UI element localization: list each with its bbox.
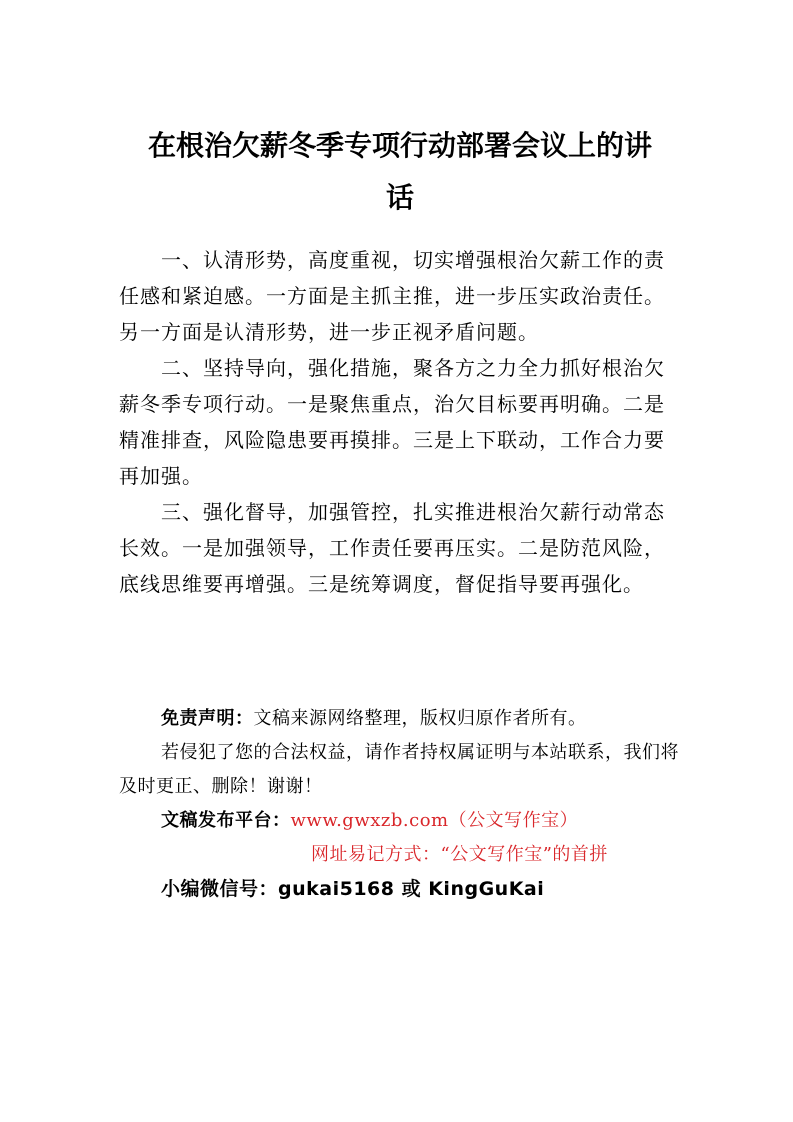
platform-name: （公文写作宝）	[448, 810, 579, 831]
platform-label: 文稿发布平台：	[161, 810, 291, 831]
paragraph-2: 二、坚持导向，强化措施，聚各方之力全力抓好根治欠薪冬季专项行动。一是聚焦重点，治欠目标要再明确。二是精准排查，风险隐患要再摸排。三是上下联动，工作合力要再加强。	[119, 356, 665, 488]
platform-url-link[interactable]: www.gwxzb.com	[290, 810, 449, 831]
disclaimer-label: 免责声明：	[161, 708, 254, 729]
paragraph-1: 一、认清形势，高度重视，切实增强根治欠薪工作的责任感和紧迫感。一方面是主抓主推，进一步压实政治责任。另一方面是认清形势，进一步正视矛盾问题。	[119, 248, 665, 344]
disclaimer-text-2: 若侵犯了您的合法权益，请作者持权属证明与本站联系，我们将及时更正、删除！谢谢！	[119, 742, 679, 797]
url-note: 网址易记方式：“公文写作宝”的首拼	[311, 844, 608, 865]
platform-line	[119, 804, 679, 838]
title-line-2: 话	[385, 181, 414, 214]
page-title	[100, 120, 700, 224]
wechat-id: 小编微信号：gukai5168 或 KingGuKai	[161, 878, 545, 900]
title-line-1: 在根治欠薪冬季专项行动部署会议上的讲	[147, 129, 652, 162]
speech-body	[119, 242, 679, 602]
disclaimer-block	[119, 702, 679, 906]
paragraph-3: 三、强化督导，加强管控，扎实推进根治欠薪行动常态长效。一是加强领导，工作责任要再压实。二是防范风险，底线思维要再增强。三是统筹调度，督促指导要再强化。	[119, 500, 665, 596]
disclaimer-line	[119, 702, 679, 736]
disclaimer-text-1: 文稿来源网络整理，版权归原作者所有。	[253, 708, 587, 729]
